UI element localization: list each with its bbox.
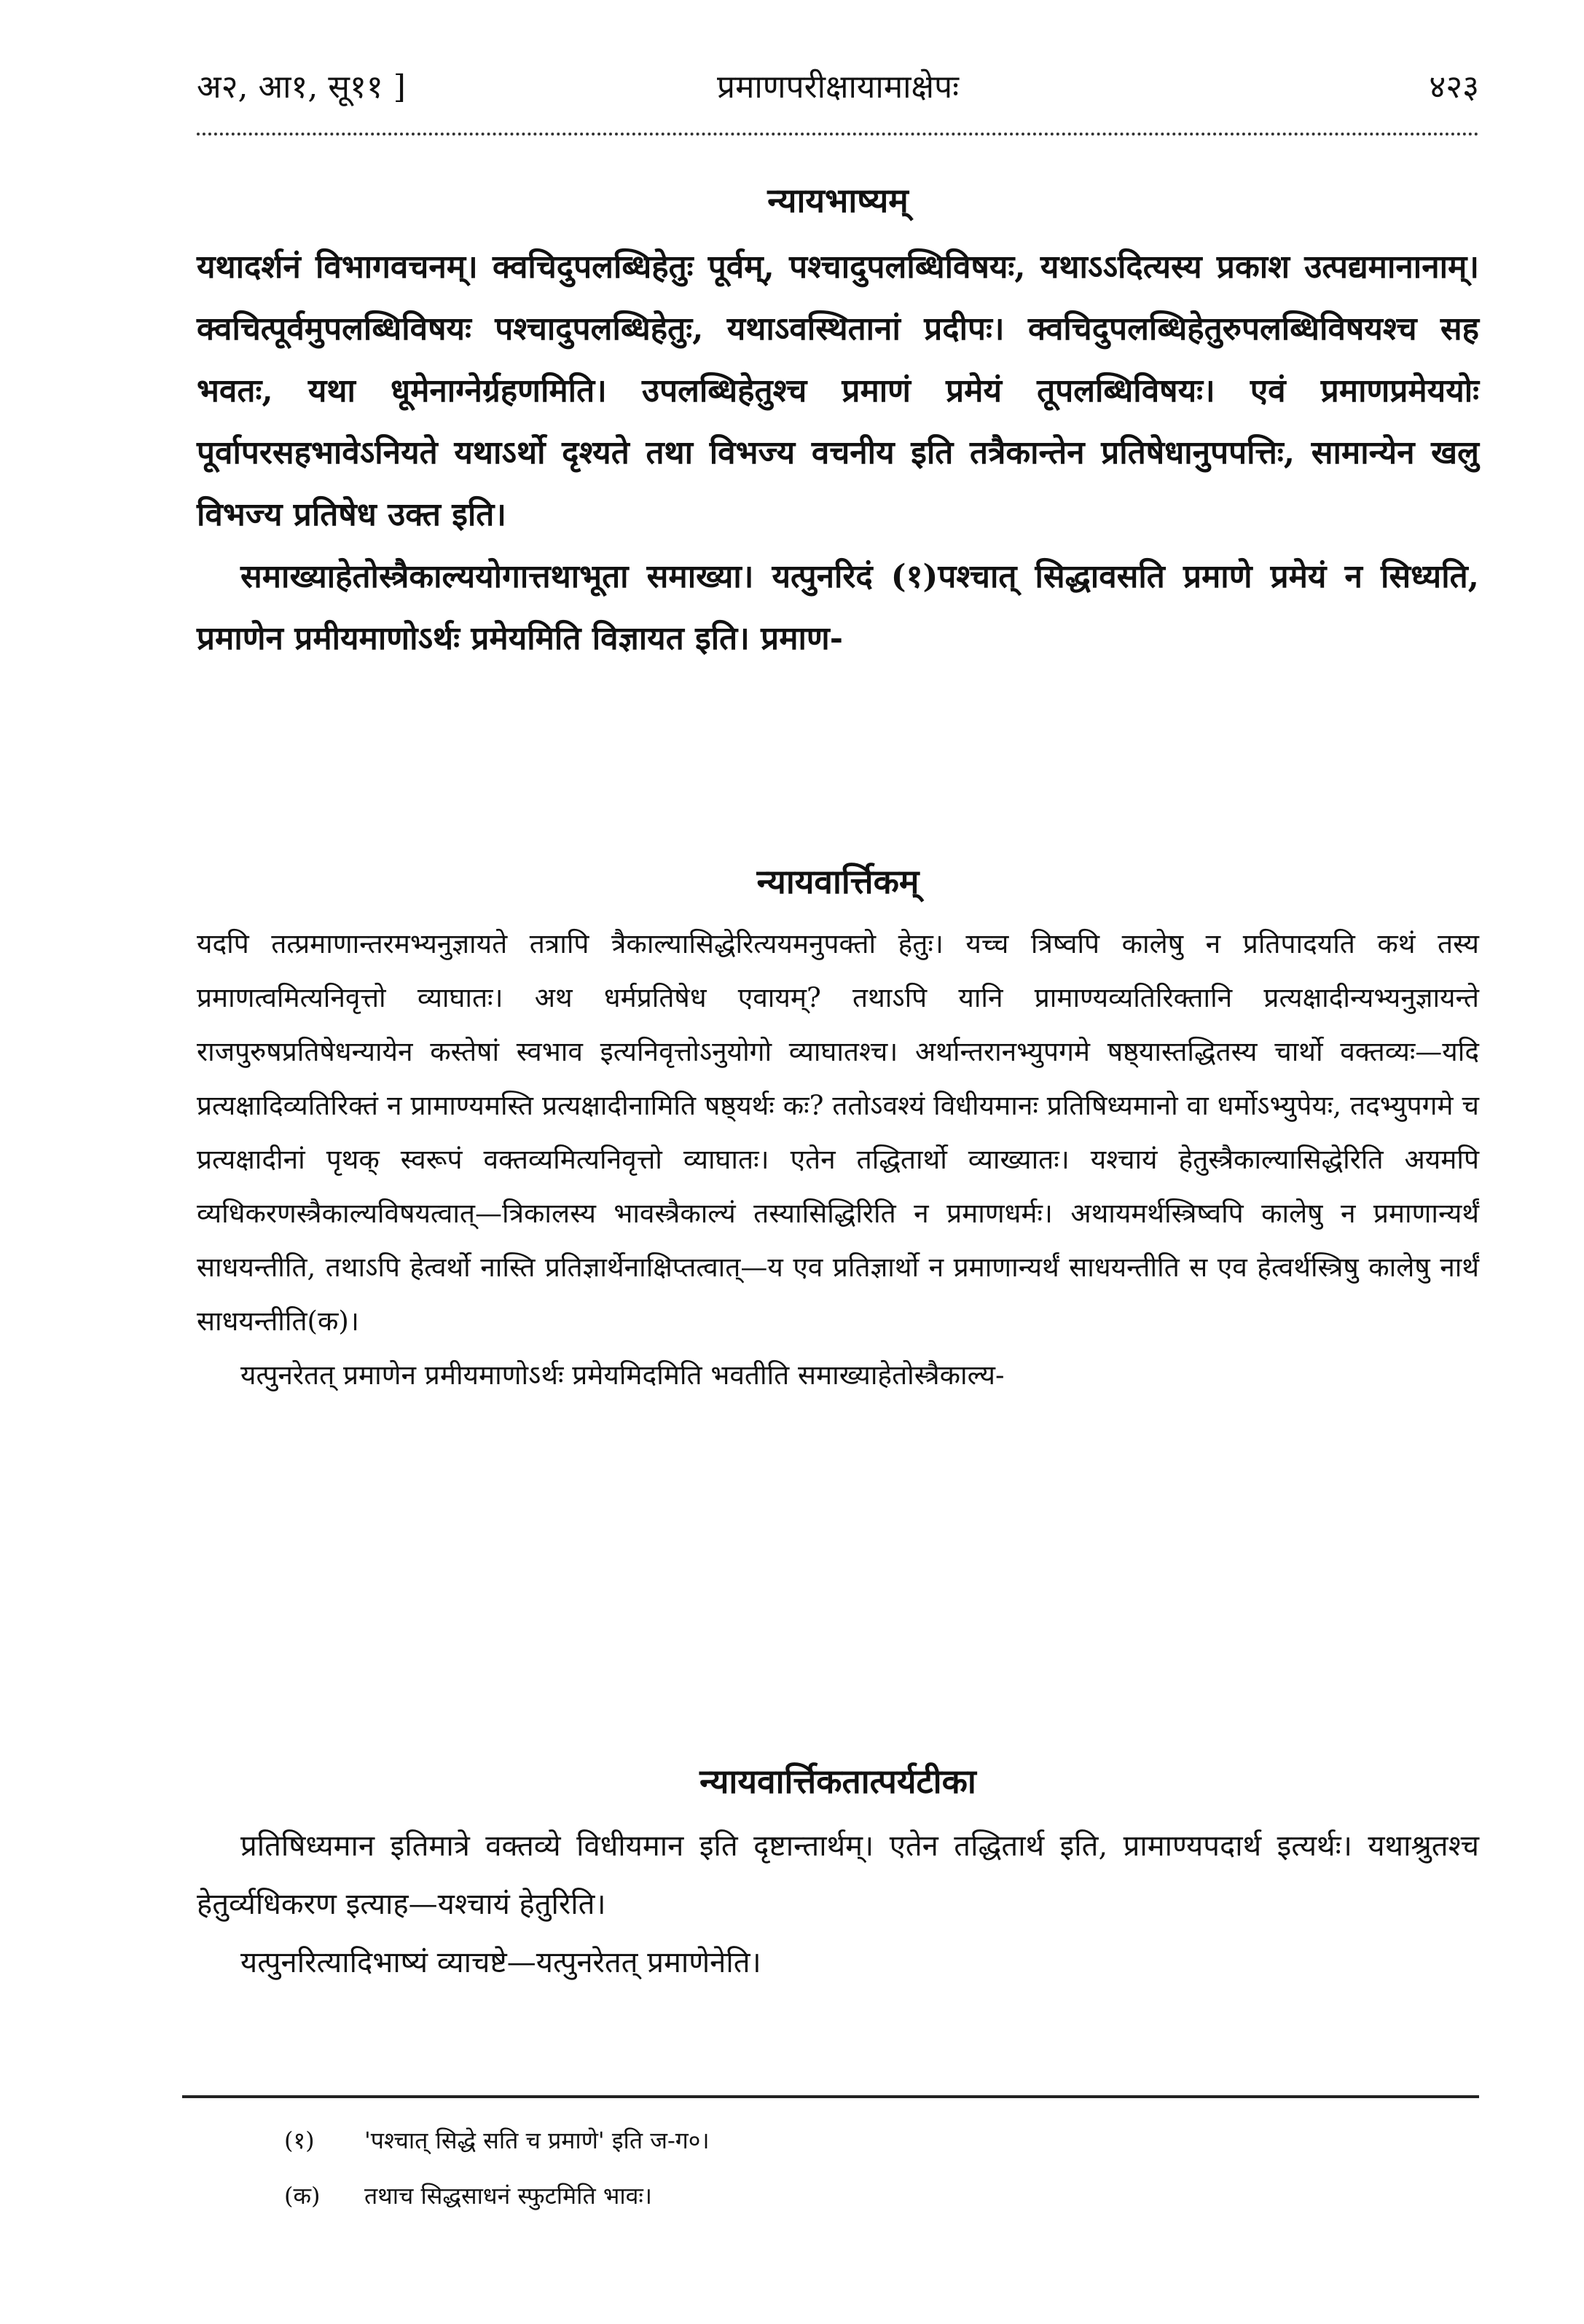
- tatparya-tika-section: [197, 1756, 1479, 1992]
- running-header: [197, 66, 1479, 131]
- section-title-varttika: न्यायवार्त्तिकम्: [756, 862, 920, 901]
- page-number: ४२३: [1429, 68, 1479, 106]
- footnote-text: 'पश्चात् सिद्धे सति च प्रमाणे' इति ज-ग०।: [364, 2127, 710, 2154]
- footnote: [284, 2168, 1450, 2223]
- footnote-text: तथाच सिद्धसाधनं स्फुटमिति भावः।: [364, 2182, 653, 2210]
- footnote-mark: (क): [284, 2182, 321, 2210]
- bhashya-paragraph-1: यथादर्शनं विभागवचनम्। क्वचिदुपलब्धिहेतुः पूर्वम्, पश्चादुपलब्धिविषयः, यथाऽऽदित्यस्य प्रकाश उत्पद्यमानानाम्। क्वचित्पूर्वमुपलब्धिविषयः पश्चादुपलब्धिहेतुः, यथाऽवस्थितानां प्रदीपः। क्वचिदुपलब्धिहेतुरुपलब्धिविषयश्च सह भवतः, यथा धूमेनाग्नेर्ग्रहणमिति। उपलब्धिहेतुश्च प्रमाणं प्रमेयं तूपलब्धिविषयः। एवं प्रमाणप्रमेययोः पूर्वापरसहभावेऽनियते यथाऽर्थो दृश्यते तथा विभज्य वचनीय इति तत्रैकान्तेन प्रतिषेधानुपपत्तिः, सामान्येन खलु विभज्य प्रतिषेध उक्त इति।: [197, 248, 1479, 533]
- footnote: [284, 2113, 1450, 2168]
- nyaya-bhashya-section: [197, 175, 1479, 670]
- running-title: प्रमाणपरीक्षायामाक्षेपः: [717, 68, 959, 106]
- section-title-tika: न्यायवार्त्तिकतात्पर्यटीका: [699, 1762, 976, 1801]
- tika-paragraph-1: प्रतिषिध्यमान इतिमात्रे वक्तव्ये विधीयमान इति दृष्टान्तार्थम्। एतेन तद्धितार्थ इति, प्रामाण्यपदार्थ इत्यर्थः। यथाश्रुतश्च हेतुर्व्यधिकरण इत्याह—यश्चायं हेतुरिति।: [197, 1829, 1479, 1921]
- chapter-reference: अ२, आ१, सू११ ]: [197, 68, 406, 106]
- footnotes: [284, 2113, 1450, 2223]
- bhashya-paragraph-2: समाख्याहेतोस्त्रैकाल्ययोगात्तथाभूता समाख्या। यत्पुनरिदं (१)पश्चात् सिद्धावसति प्रमाणे प्रमेयं न सिध्यति, प्रमाणेन प्रमीयमाणोऽर्थः प्रमेयमिति विज्ञायत इति। प्रमाण-: [197, 558, 1479, 657]
- varttika-paragraph-1: यदपि तत्प्रमाणान्तरमभ्यनुज्ञायते तत्रापि त्रैकाल्यासिद्धेरित्ययमनुपक्तो हेतुः। यच्च त्रिष्वपि कालेषु न प्रतिपादयति कथं तस्य प्रमाणत्वमित्यनिवृत्तो व्याघातः। अथ धर्मप्रतिषेध एवायम्? तथाऽपि यानि प्रामाण्यव्यतिरिक्तानि प्रत्यक्षादीन्यभ्यनुज्ञायन्ते राजपुरुषप्रतिषेधन्यायेन कस्तेषां स्वभाव इत्यनिवृत्तोऽनुयोगो व्याघातश्च। अर्थान्तरानभ्युपगमे षष्ठ्यास्तद्धितस्य चार्थो वक्तव्यः—यदि प्रत्यक्षादिव्यतिरिक्तं न प्रामाण्यमस्ति प्रत्यक्षादीनामिति षष्ठ्यर्थः कः? ततोऽवश्यं विधीयमानः प्रतिषिध्यमानो वा धर्मोऽभ्युपेयः, तदभ्युपगमे च प्रत्यक्षादीनां पृथक् स्वरूपं वक्तव्यमित्यनिवृत्तो व्याघातः। एतेन तद्धितार्थो व्याख्यातः। यश्चायं हेतुस्त्रैकाल्यासिद्धेरिति अयमपि व्यधिकरणस्त्रैकाल्यविषयत्वात्—त्रिकालस्य भावस्त्रैकाल्यं तस्यासिद्धिरिति न प्रमाणधर्मः। अथायमर्थस्त्रिष्वपि कालेषु न प्रमाणान्यर्थं साधयन्तीति, तथाऽपि हेत्वर्थो नास्ति प्रतिज्ञार्थेनाक्षिप्तत्वात्—य एव प्रतिज्ञार्थो न प्रमाणान्यर्थं साधयन्तीति स एव हेत्वर्थस्त्रिषु कालेषु नार्थं साधयन्तीति(क)।: [197, 928, 1479, 1337]
- tika-paragraph-2: यत्पुनरित्यादिभाष्यं व्याचष्टे—यत्पुनरेतत् प्रमाणेनेति।: [240, 1946, 761, 1979]
- varttika-paragraph-2: यत्पुनरेतत् प्रमाणेन प्रमीयमाणोऽर्थः प्रमेयमिदमिति भवतीति समाख्याहेतोस्त्रैकाल्य-: [240, 1359, 1005, 1391]
- footnote-mark: (१): [284, 2127, 315, 2154]
- section-title-bhashya: न्यायभाष्यम्: [767, 181, 909, 220]
- nyaya-varttika-section: [197, 856, 1479, 1402]
- header-wavy-rule: [197, 124, 1479, 136]
- footnote-rule: [182, 2095, 1479, 2098]
